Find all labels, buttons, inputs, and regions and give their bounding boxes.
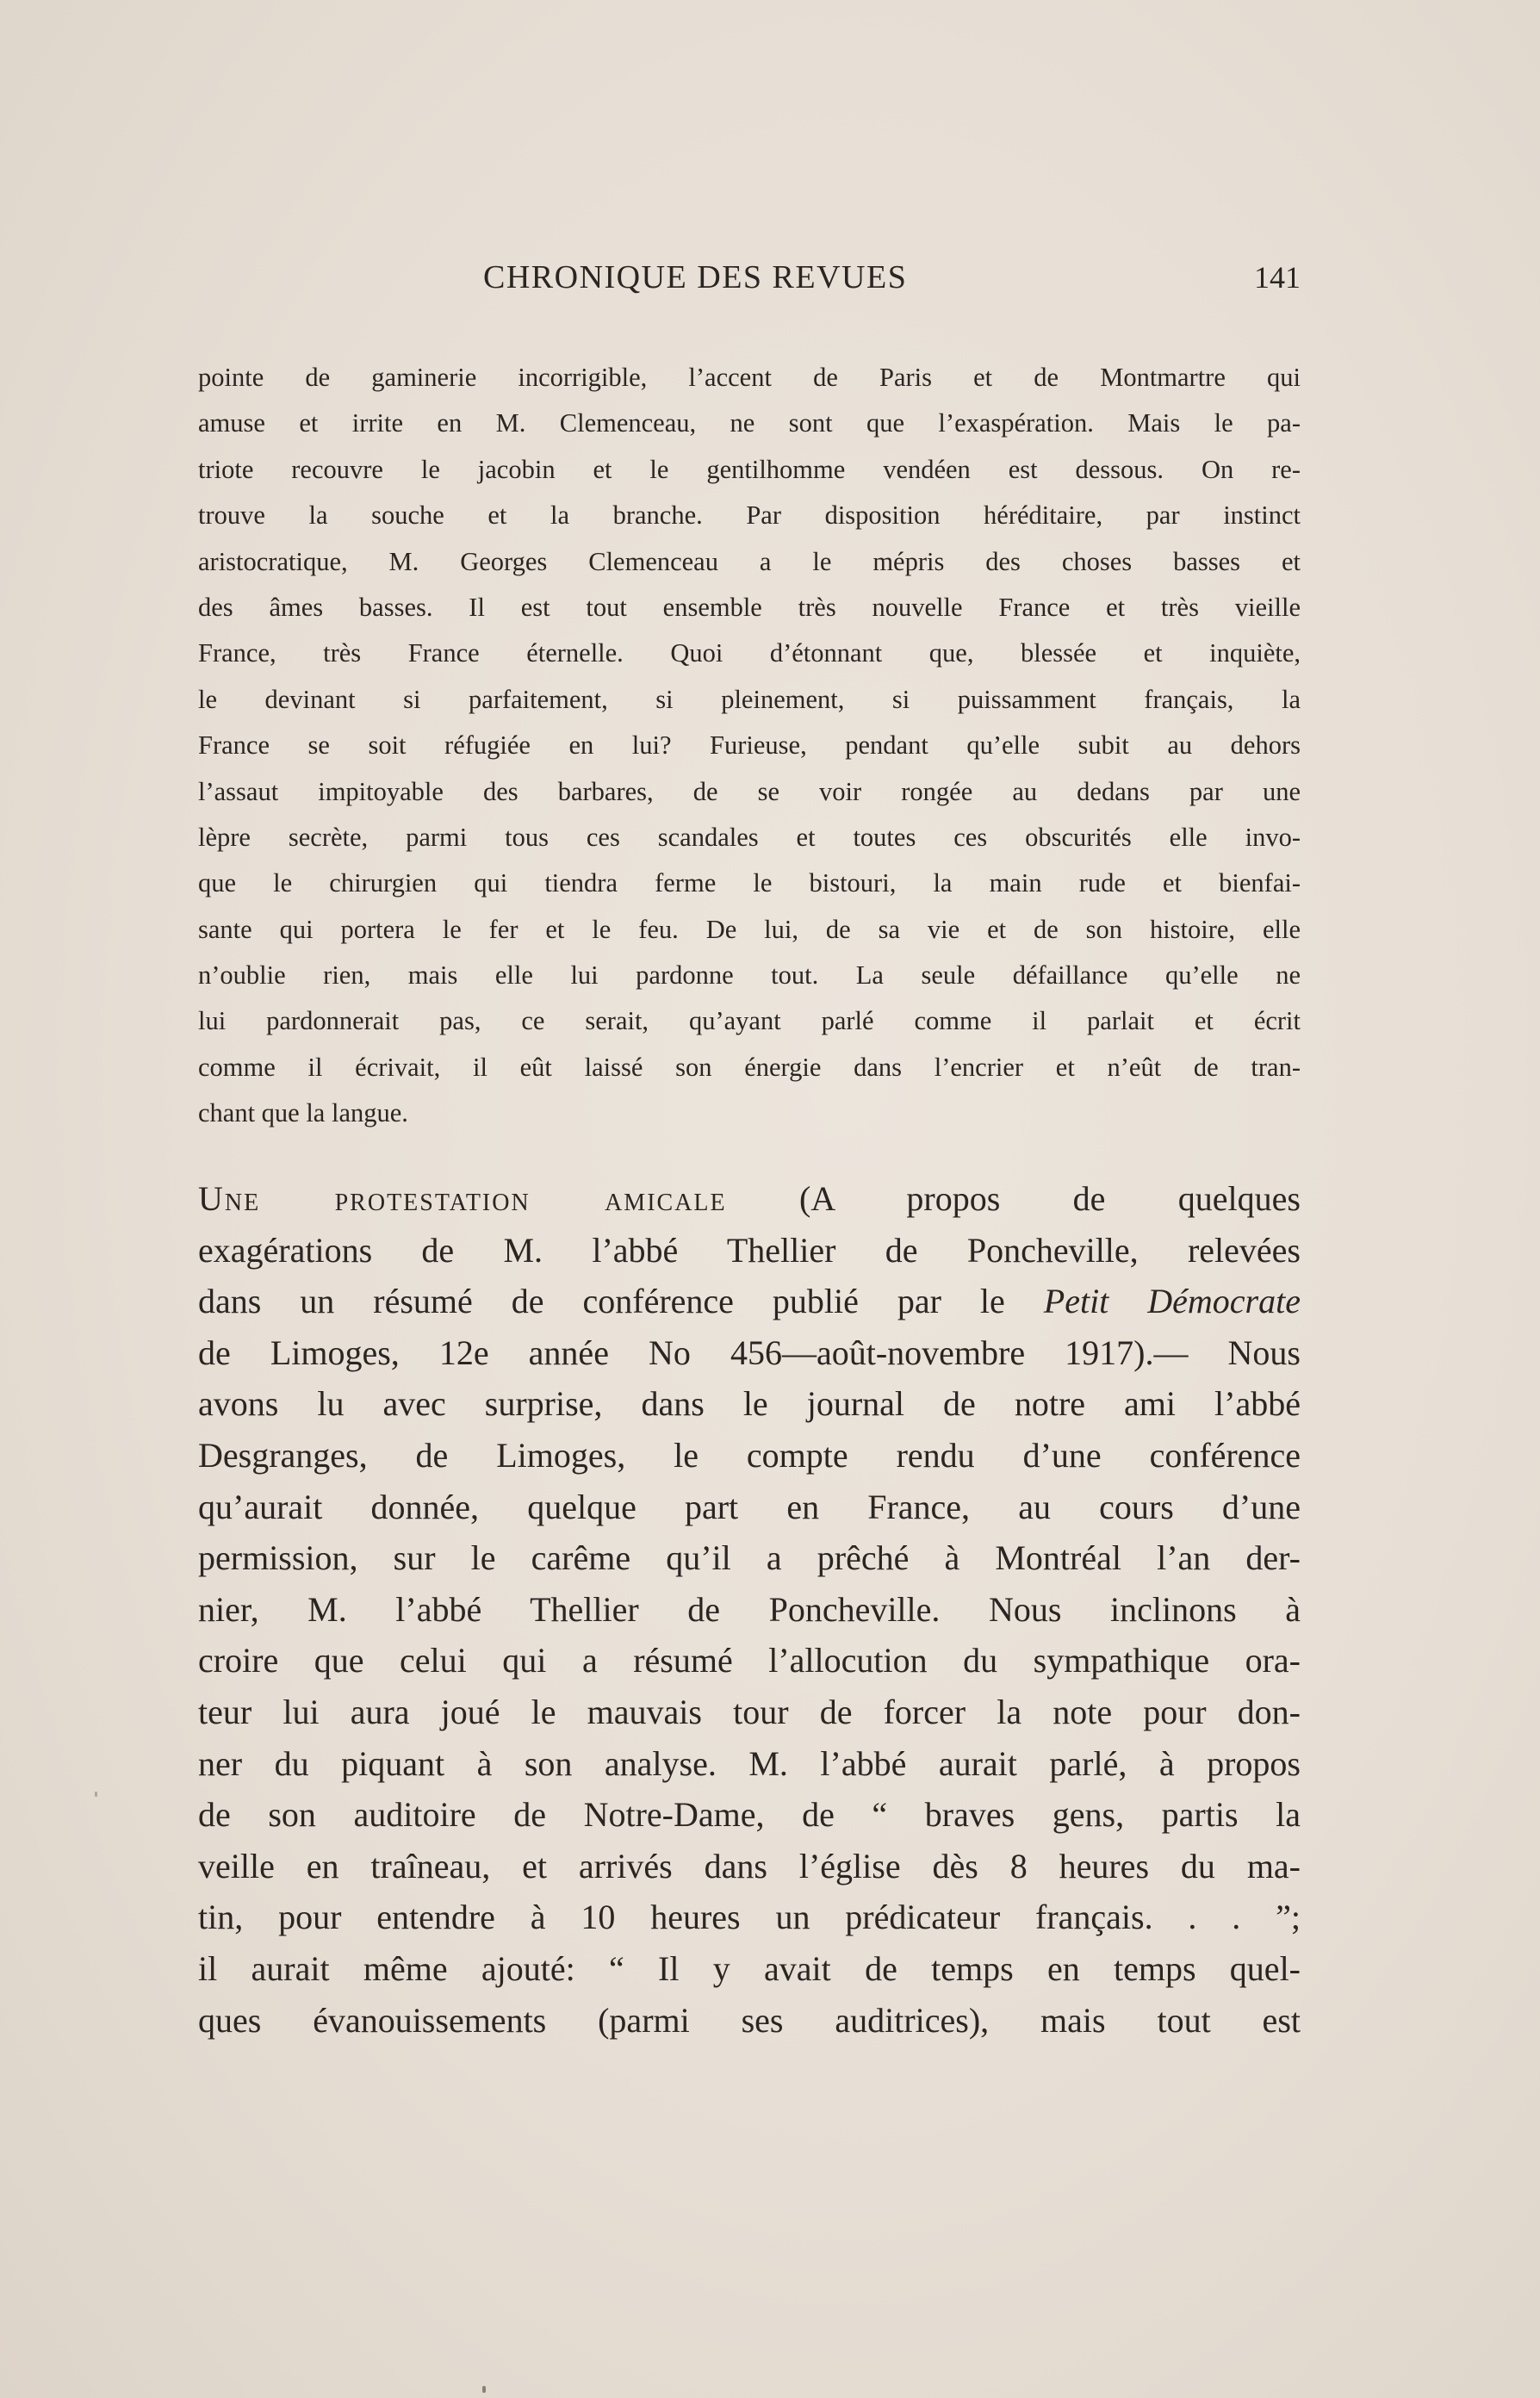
text-line: le devinant si parfaitement, si pleinement, si puissamment français, la: [198, 684, 1301, 714]
text-line: trouve la souche et la branche. Par disposition héréditaire, par instinct: [198, 500, 1301, 531]
text-line: n’oublie rien, mais elle lui pardonne tout. La seule défaillance qu’elle ne: [198, 960, 1301, 991]
text-line: veille en traîneau, et arrivés dans l’église dès 8 heures du ma-: [198, 1846, 1301, 1885]
text-run: dans un résumé de conférence publié par le: [198, 1282, 1044, 1321]
running-title: CHRONIQUE DES REVUES: [483, 259, 908, 295]
text-line: France, très France éternelle. Quoi d’étonnant que, blessée et inquiète,: [198, 638, 1301, 668]
text-line: chant que la langue.: [198, 1098, 408, 1128]
text-line: lui pardonnerait pas, ce serait, qu’ayant parlé comme il parlait et écrit: [198, 1006, 1301, 1036]
text-line: avons lu avec surprise, dans le journal de notre ami l’abbé: [198, 1384, 1301, 1424]
text-line: sante qui portera le fer et le feu. De lui, de sa vie et de son histoire, elle: [198, 914, 1301, 944]
text-line: teur lui aura joué le mauvais tour de forcer la note pour don-: [198, 1692, 1301, 1731]
text-line: comme il écrivait, il eût laissé son énergie dans l’encrier et n’eût de tran-: [198, 1052, 1301, 1082]
text-line: [198, 1276, 1301, 1327]
text-line: qu’aurait donnée, quelque part en France, au cours d’une: [198, 1487, 1301, 1526]
text-line: exagérations de M. l’abbé Thellier de Poncheville, relevées: [198, 1230, 1301, 1270]
text-line: de Limoges, 12e année No 456—août-novembre 1917).— Nous: [198, 1333, 1301, 1372]
text-line: il aurait même ajouté: “ Il y avait de temps en temps quel-: [198, 1948, 1301, 1988]
text-line: pointe de gaminerie incorrigible, l’accent de Paris et de Montmartre qui: [198, 363, 1301, 392]
text-line: tin, pour entendre à 10 heures un prédicateur français. . . ”;: [198, 1898, 1301, 1937]
paper-speck: [95, 1792, 97, 1797]
text-line: [198, 1173, 1301, 1225]
text-run: (A propos de quelques: [726, 1179, 1301, 1218]
text-line: triote recouvre le jacobin et le gentilhomme vendéen est dessous. On re-: [198, 454, 1301, 484]
paragraph-protestation-amicale: [198, 1173, 1301, 2046]
page-header: [198, 252, 1301, 303]
text-line: de son auditoire de Notre-Dame, de “ braves gens, partis la: [198, 1795, 1301, 1835]
text-line: que le chirurgien qui tiendra ferme le bistouri, la main rude et bienfai-: [198, 868, 1301, 898]
text-line: lèpre secrète, parmi tous ces scandales et toutes ces obscurités elle invo-: [198, 822, 1301, 852]
text-line: nier, M. l’abbé Thellier de Poncheville. Nous inclinons à: [198, 1589, 1301, 1629]
text-line: permission, sur le carême qu’il a prêché à Montréal l’an der-: [198, 1538, 1301, 1578]
text-line: aristocratique, M. Georges Clemenceau a le mépris des choses basses et: [198, 546, 1301, 576]
text-line: amuse et irrite en M. Clemenceau, ne sont que l’exaspération. Mais le pa-: [198, 408, 1301, 438]
paper-speck: [482, 2386, 486, 2393]
section-heading: Une protestation amicale: [198, 1179, 727, 1218]
text-line: des âmes basses. Il est tout ensemble très nouvelle France et très vieille: [198, 592, 1301, 622]
text-line: croire que celui qui a résumé l’allocution du sympathique ora-: [198, 1641, 1301, 1680]
paragraph-clemenceau: [198, 355, 1301, 1137]
text-line: Desgranges, de Limoges, le compte rendu d’une conférence: [198, 1435, 1301, 1475]
text-line: ques évanouissements (parmi ses auditrices), mais tout est: [198, 2000, 1301, 2040]
text-line: l’assaut impitoyable des barbares, de se voir rongée au dedans par une: [198, 776, 1301, 806]
text-line: France se soit réfugiée en lui? Furieuse, pendant qu’elle subit au dehors: [198, 730, 1301, 761]
text-line: ner du piquant à son analyse. M. l’abbé aurait parlé, à propos: [198, 1743, 1301, 1783]
publication-title: Petit Démocrate: [1043, 1282, 1301, 1321]
page-number: 141: [1254, 260, 1301, 295]
